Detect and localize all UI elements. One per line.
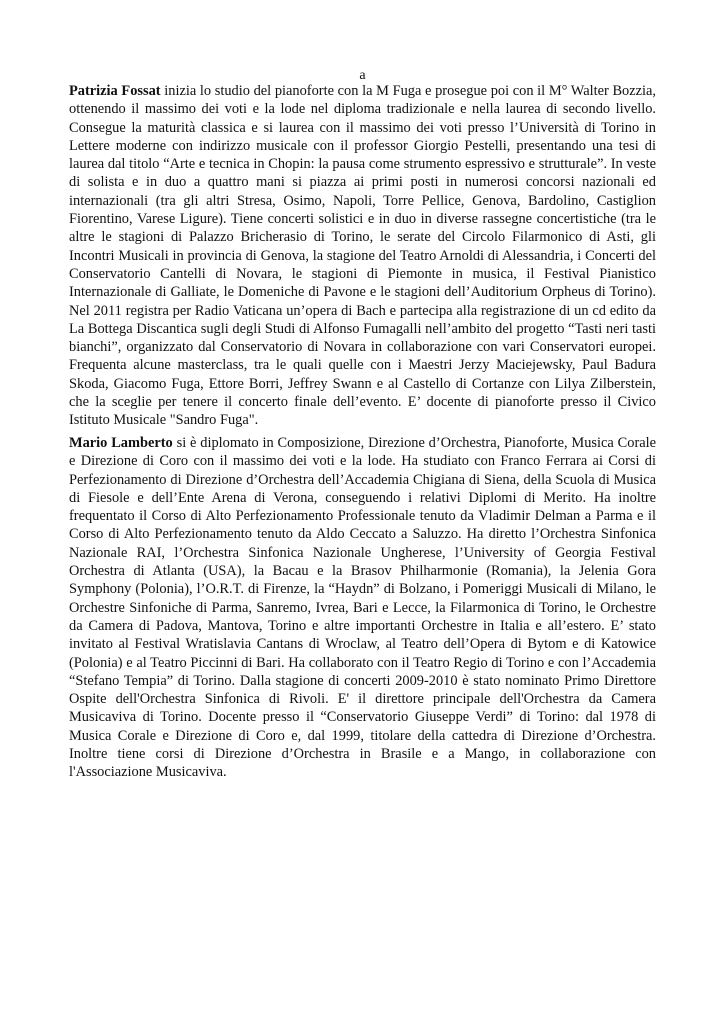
bio-name-fossat: Patrizia Fossat: [69, 83, 161, 99]
bio-text-lamberto: si è diplomato in Composizione, Direzione d’Orchestra, Pianoforte, Musica Corale e Direzione di Coro con il massimo dei voti e la lode. Ha studiato con Franco Ferrara ai Corsi di Perfezionamento di Direzione d’Orchestra dell’Accademia Chigiana di Siena, della Scuola di Musica di Fiesole e dell’Ente Arena di Verona, conseguendo i relativi Diplomi di Merito. Ha inoltre frequentato il Corso di Alto Perfezionamento Professionale tenuto da Vladimir Delman a Parma e il Corso di Alto Perfezionamento tenuto da Aldo Ceccato a Saluzzo. Ha diretto l’Orchestra Sinfonica Nazionale RAI, l’Orchestra Sinfonica Nazionale Ungherese, l’University of Georgia Festival Orchestra di Atlanta (USA), la Bacau e la Brasov Philharmonie (Romania), la Jelenia Gora Symphony (Polonia), l’O.R.T. di Firenze, la “Haydn” di Bolzano, i Pomeriggi Musicali di Milano, le Orchestre Sinfoniche di Parma, Sanremo, Ivrea, Bari e Lecce, la Filarmonica di Torino, le Orchestre da Camera di Padova, Mantova, Torino e altre importanti Orchestre in Italia e all’estero. E’ stato invitato al Festival Wratislavia Cantans di Wroclaw, al Teatro dell’Opera di Bytom e di Katowice (Polonia) e al Teatro Piccinni di Bari. Ha collaborato con il Teatro Regio di Torino e con l’Accademia “Stefano Tempia” di Torino. Dalla stagione di concerti 2009-2010 è stato nominato Primo Direttore Ospite dell'Orchestra Sinfonica di Rivoli. E' il direttore principale dell'Orchestra da Camera Musicaviva di Torino. Docente presso il “Conservatorio Giuseppe Verdi” di Torino: dal 1978 di Musica Corale e Direzione di Coro e, dal 1999, titolare della cattedra di Direzione d’Orchestra. Inoltre tiene corsi di Direzione d’Orchestra in Brasile e a Mango, in collaborazione con l'Associazione Musicaviva.: [69, 435, 657, 781]
bio-paragraph-lamberto: [69, 434, 656, 782]
bio-paragraph-fossat: [69, 82, 656, 430]
bio-name-lamberto: Mario Lamberto: [69, 435, 173, 451]
bio-text-fossat: inizia lo studio del pianoforte con la M Fuga e prosegue poi con il M° Walter Bozzia, ottenendo il massimo dei voti e la lode nel diploma tradizionale e nella laurea di secondo livello. Consegue la maturità classica e si laurea con il massimo dei voti presso l’Università di Torino in Lettere moderne con indirizzo musicale con il professor Giorgio Pestelli, presentando una tesi di laurea dal titolo “Arte e tecnica in Chopin: la pausa come strumento espressivo e strutturale”. In veste di solista e in duo a quattro mani si piazza ai primi posti in numerosi concorsi nazionali ed internazionali (tra gli altri Stresa, Osimo, Napoli, Torre Pellice, Genova, Bardolino, Castiglion Fiorentino, Varese Ligure). Tiene concerti solistici e in duo in diverse rassegne concertistiche (tra le altre le stagioni di Palazzo Bricherasio di Torino, le serate del Circolo Filarmonico di Asti, gli Incontri Musicali in provincia di Genova, la stagione del Teatro Arnoldi di Alessandria, i Concerti del Conservatorio Cantelli di Novara, le stagioni di Piemonte in musica, il Festival Pianistico Internazionale di Galliate, le Domeniche di Pavone e le stagioni dell’Auditorium Orpheus di Torino). Nel 2011 registra per Radio Vaticana un’opera di Bach e partecipa alla registrazione di un cd edito da La Bottega Discantica sugli degli Studi di Alfonso Fumagalli nell’ambito del progetto “Tasti neri tasti bianchi”, organizzato dal Conservatorio di Novara in collaborazione con vari Conservatori europei. Frequenta alcune masterclass, tra le quali quelle con i Maestri Jerzy Maciejewsky, Paul Badura Skoda, Giacomo Fuga, Ettore Borri, Jeffrey Swann e al Castello di Cortanze con Lilya Zilberstein, che la sceglie per tenere il concerto finale dell’evento. E’ docente di pianoforte presso il Civico Istituto Musicale "Sandro Fuga".: [69, 83, 657, 429]
page-marker: a: [359, 68, 366, 83]
